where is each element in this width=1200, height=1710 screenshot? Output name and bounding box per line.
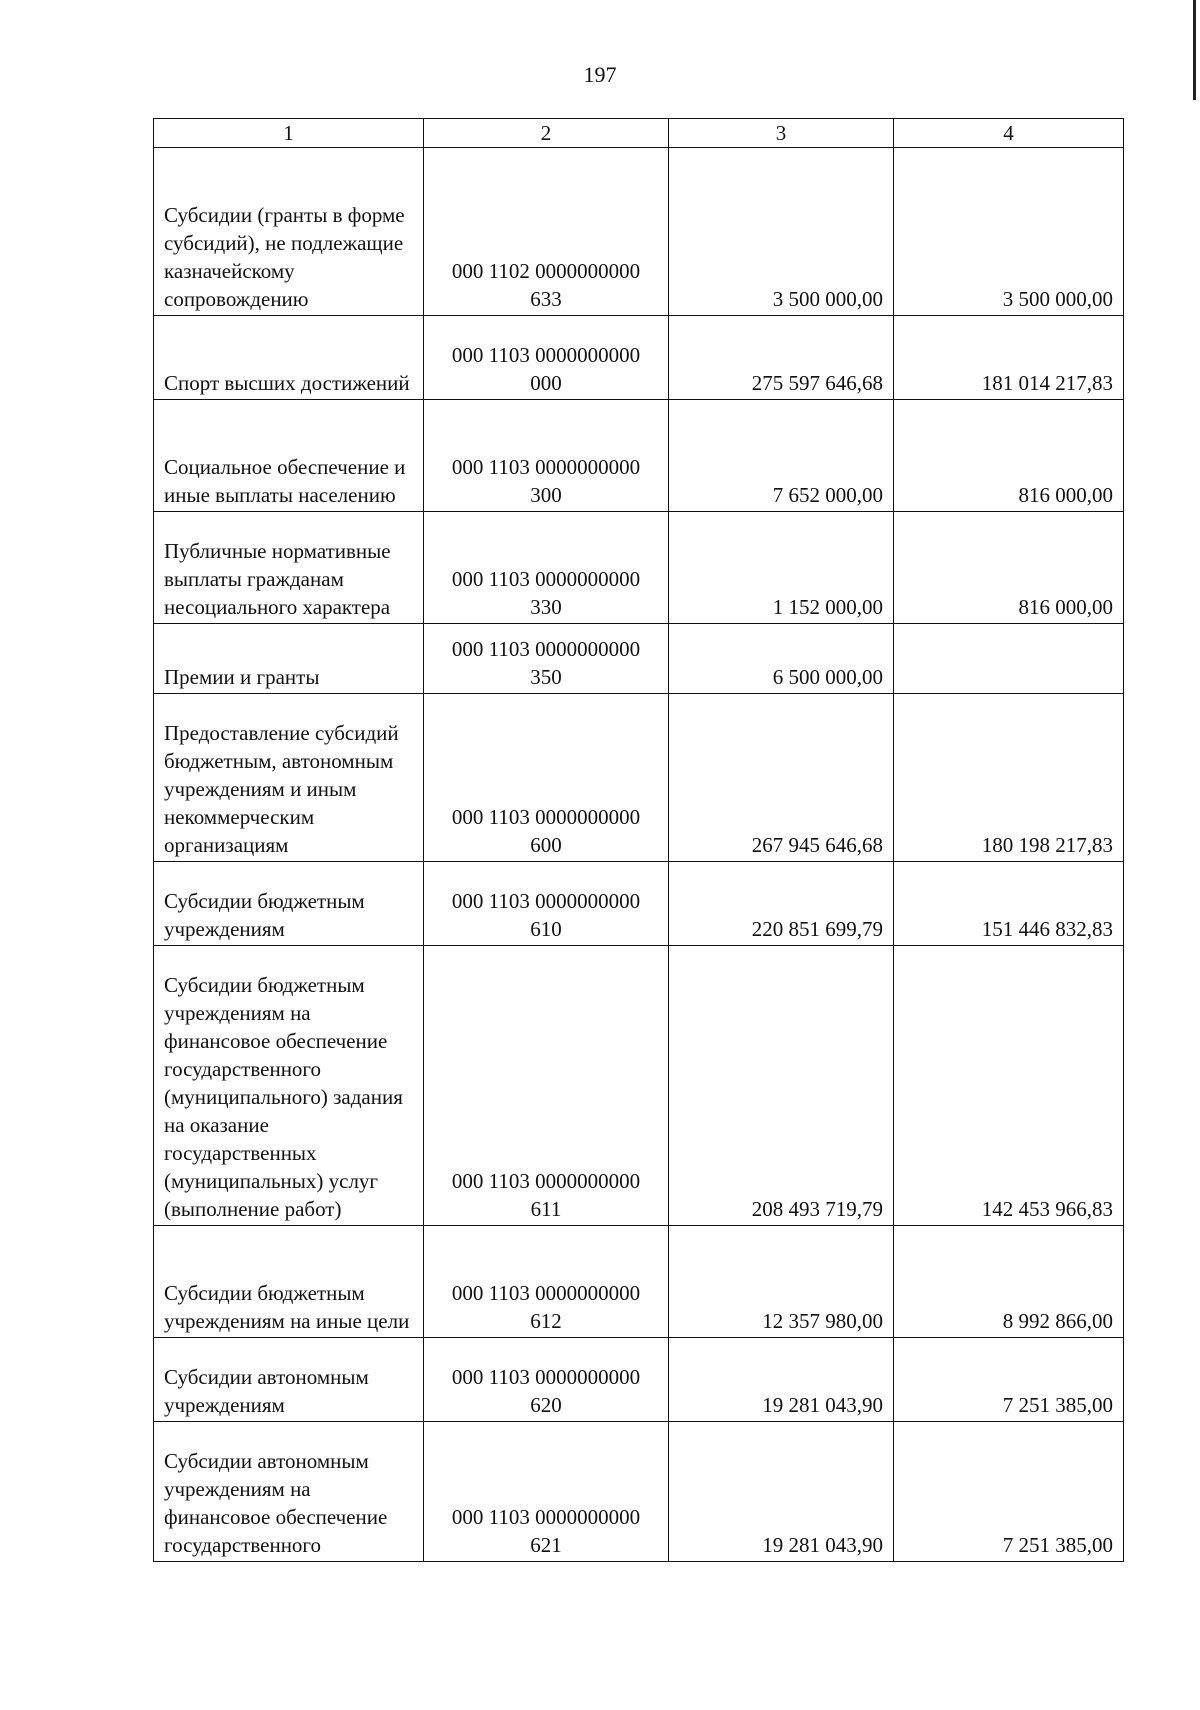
row-name: Социальное обеспечение и иные выплаты населению (154, 400, 424, 512)
page-number: 197 (583, 62, 617, 87)
row-value-4: 7 251 385,00 (894, 1338, 1124, 1422)
table-row (154, 512, 1124, 624)
table-row (154, 148, 1124, 316)
row-code: 000 1102 0000000000 633 (424, 148, 669, 316)
row-code: 000 1103 0000000000 610 (424, 862, 669, 946)
row-value-3: 6 500 000,00 (669, 624, 894, 694)
row-code: 000 1103 0000000000 330 (424, 512, 669, 624)
row-value-4: 8 992 866,00 (894, 1226, 1124, 1338)
table-row (154, 400, 1124, 512)
header-col-4: 4 (894, 119, 1124, 148)
row-name: Субсидии бюджетным учреждениям на финансовое обеспечение государственного (муниципального) задания на оказание государственных (муниципальных) услуг (выполнение работ) (154, 946, 424, 1226)
row-value-4 (894, 624, 1124, 694)
row-value-3: 12 357 980,00 (669, 1226, 894, 1338)
row-value-3: 275 597 646,68 (669, 316, 894, 400)
row-name: Субсидии бюджетным учреждениям (154, 862, 424, 946)
header-col-2: 2 (424, 119, 669, 148)
row-value-3: 19 281 043,90 (669, 1422, 894, 1562)
table-row (154, 1422, 1124, 1562)
row-name: Публичные нормативные выплаты гражданам несоциального характера (154, 512, 424, 624)
row-name: Спорт высших достижений (154, 316, 424, 400)
row-code: 000 1103 0000000000 300 (424, 400, 669, 512)
table-row (154, 1226, 1124, 1338)
row-code: 000 1103 0000000000 611 (424, 946, 669, 1226)
row-value-3: 19 281 043,90 (669, 1338, 894, 1422)
row-code: 000 1103 0000000000 621 (424, 1422, 669, 1562)
row-code: 000 1103 0000000000 620 (424, 1338, 669, 1422)
table-row (154, 946, 1124, 1226)
row-value-3: 220 851 699,79 (669, 862, 894, 946)
header-col-1: 1 (154, 119, 424, 148)
row-value-3: 1 152 000,00 (669, 512, 894, 624)
table-row (154, 624, 1124, 694)
row-value-4: 3 500 000,00 (894, 148, 1124, 316)
row-value-4: 151 446 832,83 (894, 862, 1124, 946)
row-code: 000 1103 0000000000 000 (424, 316, 669, 400)
row-value-4: 180 198 217,83 (894, 694, 1124, 862)
row-name: Субсидии автономным учреждениям (154, 1338, 424, 1422)
row-name: Премии и гранты (154, 624, 424, 694)
row-value-4: 7 251 385,00 (894, 1422, 1124, 1562)
row-value-4: 181 014 217,83 (894, 316, 1124, 400)
row-code: 000 1103 0000000000 350 (424, 624, 669, 694)
header-col-3: 3 (669, 119, 894, 148)
row-name: Субсидии автономным учреждениям на финансовое обеспечение государственного (154, 1422, 424, 1562)
row-value-4: 816 000,00 (894, 512, 1124, 624)
row-name: Субсидии бюджетным учреждениям на иные цели (154, 1226, 424, 1338)
row-name: Предоставление субсидий бюджетным, автономным учреждениям и иным некоммерческим организациям (154, 694, 424, 862)
table-row (154, 694, 1124, 862)
table-row (154, 862, 1124, 946)
row-code: 000 1103 0000000000 612 (424, 1226, 669, 1338)
row-value-4: 816 000,00 (894, 400, 1124, 512)
row-value-4: 142 453 966,83 (894, 946, 1124, 1226)
row-name: Субсидии (гранты в форме субсидий), не подлежащие казначейскому сопровождению (154, 148, 424, 316)
row-value-3: 7 652 000,00 (669, 400, 894, 512)
table-row (154, 1338, 1124, 1422)
header-row (154, 119, 1124, 148)
row-value-3: 3 500 000,00 (669, 148, 894, 316)
row-value-3: 267 945 646,68 (669, 694, 894, 862)
row-value-3: 208 493 719,79 (669, 946, 894, 1226)
budget-table (153, 118, 1124, 1562)
table-row (154, 316, 1124, 400)
row-code: 000 1103 0000000000 600 (424, 694, 669, 862)
